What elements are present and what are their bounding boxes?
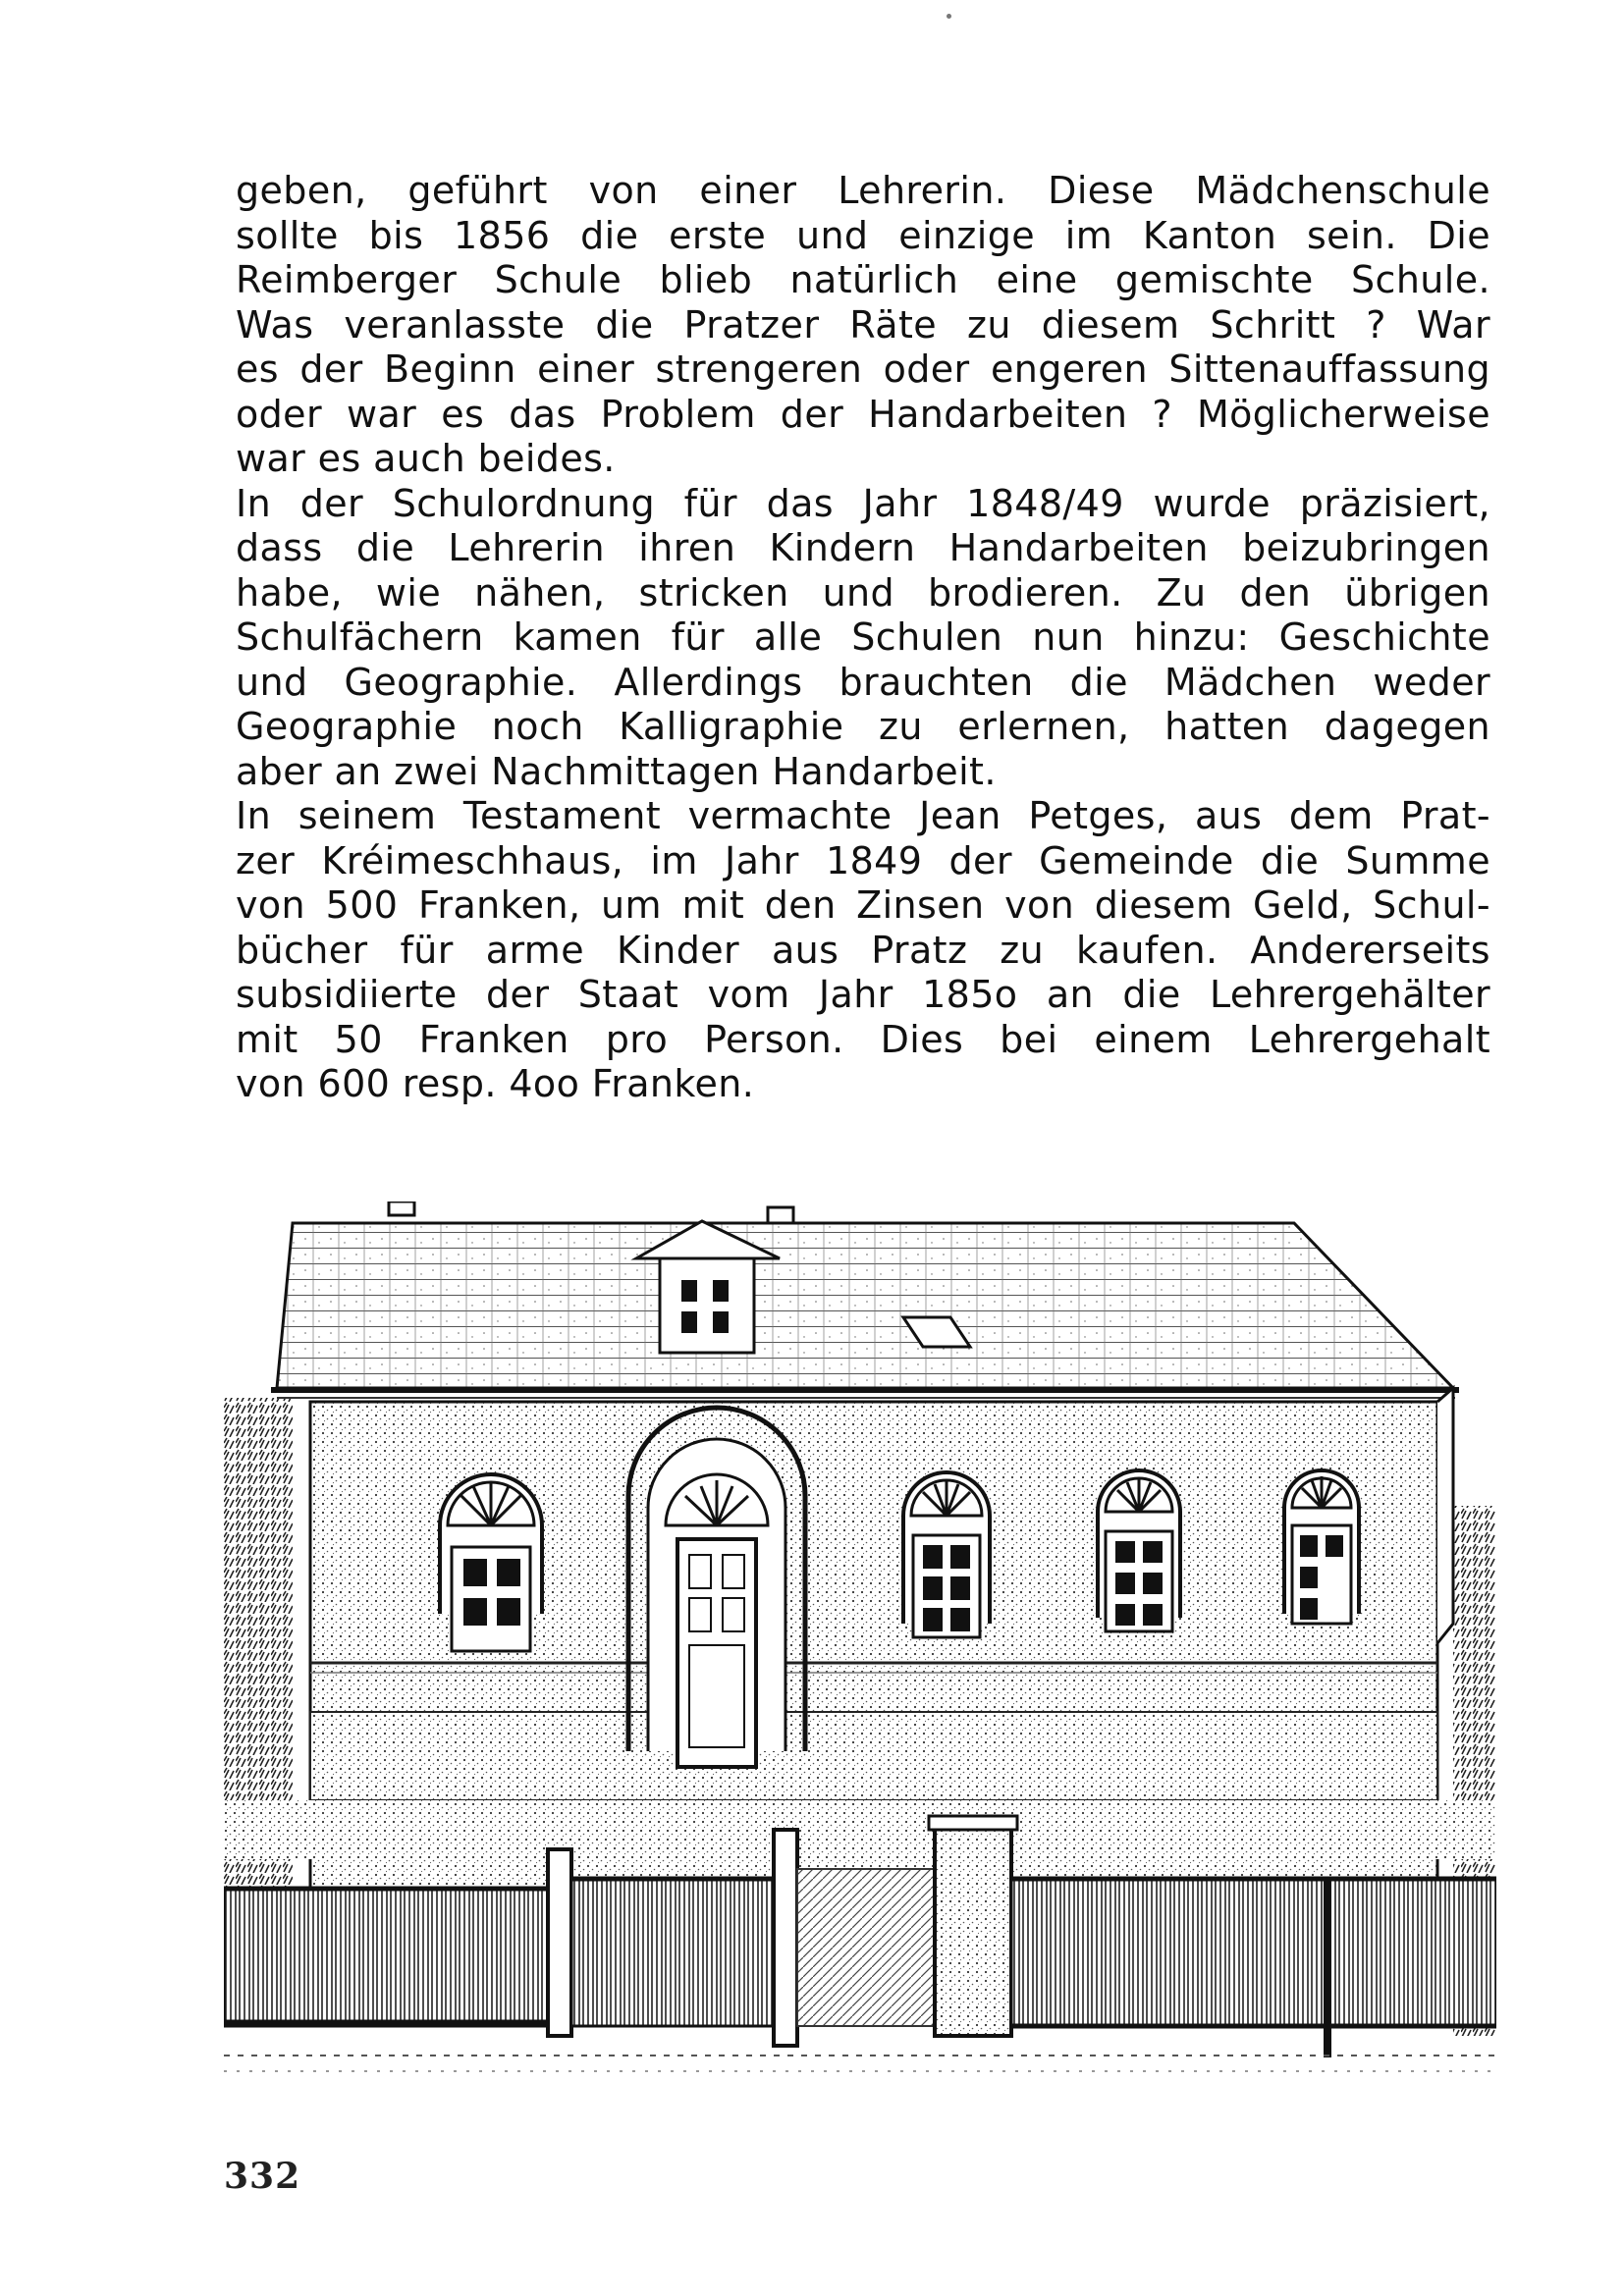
arched-window <box>1098 1470 1180 1631</box>
text-line: Reimberger Schule blieb natürlich eine gemischte Schule. <box>236 258 1490 301</box>
text-line: In seinem Testament vermachte Jean Petges, aus dem Prat- <box>236 794 1490 837</box>
text-line: aber an zwei Nachmittagen Handarbeit. <box>236 749 997 793</box>
text-line: oder war es das Problem der Handarbeiten ? Möglicherweise <box>236 392 1490 436</box>
gate <box>797 1869 935 2026</box>
text-line: Geographie noch Kalligraphie zu erlernen, hatten dagegen <box>236 705 1490 748</box>
arched-window <box>440 1474 542 1651</box>
text-line: es der Beginn einer strengeren oder engeren Sittenauffassung <box>236 347 1490 391</box>
gate-post <box>774 1830 797 2046</box>
plinth <box>310 1712 1437 1800</box>
text-line: war es auch beides. <box>236 437 616 480</box>
page-number: 332 <box>224 2156 301 2197</box>
dormer <box>660 1258 754 1353</box>
text-line: bücher für arme Kinder aus Pratz zu kaufen. Andererseits <box>236 928 1490 972</box>
text-line: von 500 Franken, um mit den Zinsen von diesem Geld, Schul- <box>236 883 1490 927</box>
stone-pillar <box>935 1824 1011 2036</box>
text-line: mit 50 Franken pro Person. Dies bei einem Lehrergehalt <box>236 1017 1490 1061</box>
scan-speck <box>947 14 951 19</box>
text-line: geben, geführt von einer Lehrerin. Diese Mädchenschule <box>236 169 1490 212</box>
text-line: In der Schulordnung für das Jahr 1848/49 wurde präzisiert, <box>236 481 1490 525</box>
text-line: sollte bis 1856 die erste und einzige im Kanton sein. Die <box>236 213 1490 257</box>
text-line: zer Kréimeschhaus, im Jahr 1849 der Gemeinde die Summe <box>236 838 1490 882</box>
roof <box>277 1223 1453 1388</box>
schoolhouse-photo <box>224 1201 1496 2083</box>
text-line: von 600 resp. 4oo Franken. <box>236 1062 755 1105</box>
arched-window <box>903 1472 990 1637</box>
chimney <box>389 1201 414 1215</box>
body-text <box>236 169 1490 1107</box>
chimney <box>768 1207 793 1223</box>
fence <box>571 1879 778 2026</box>
text-line: dass die Lehrerin ihren Kindern Handarbeiten beizubringen <box>236 526 1490 569</box>
text-line: Was veranlasste die Pratzer Räte zu diesem Schritt ? War <box>236 302 1490 347</box>
text-line: habe, wie nähen, stricken und brodieren. Zu den übrigen <box>236 570 1490 614</box>
text-line: subsidiierte der Staat vom Jahr 185o an die Lehrergehälter <box>236 973 1490 1016</box>
fence <box>224 1889 558 2026</box>
gate-post <box>548 1849 571 2036</box>
text-line: und Geographie. Allerdings brauchten die Mädchen weder <box>236 660 1490 704</box>
yard <box>224 1800 1496 1859</box>
fence <box>1011 1879 1496 2026</box>
arched-window <box>1284 1470 1359 1624</box>
text-line: Schulfächern kamen für alle Schulen nun hinzu: Geschichte <box>236 615 1490 659</box>
